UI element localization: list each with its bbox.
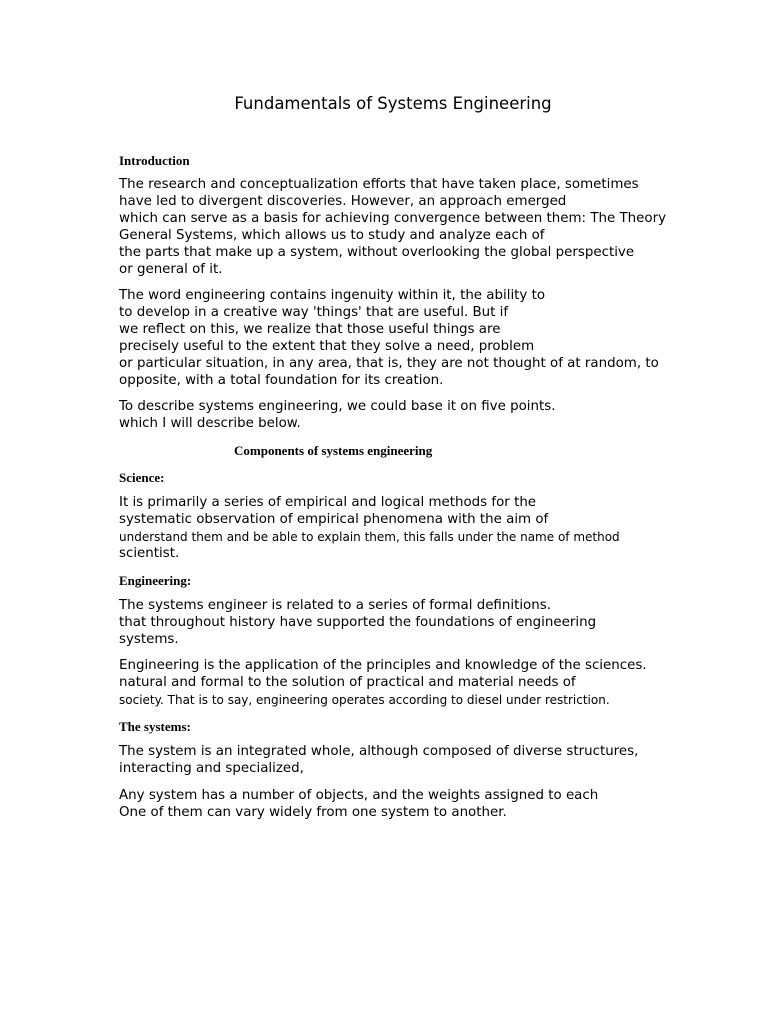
text-line: The system is an integrated whole, although composed of diverse structures,	[119, 744, 639, 759]
text-line: which can serve as a basis for achieving convergence between them: The Theory	[119, 210, 667, 226]
text-line: One of them can vary widely from one system to another.	[119, 804, 507, 820]
document-title: Fundamentals of Systems Engineering	[234, 94, 552, 113]
paragraph-systems-1	[119, 744, 638, 778]
paragraph-intro-1	[119, 177, 666, 278]
text-line: Any system has a number of objects, and the weights assigned to each	[119, 788, 599, 803]
heading-engineering: Engineering:	[119, 573, 192, 588]
text-line: interacting and specialized,	[119, 760, 304, 776]
text-line: natural and formal to the solution of practical and material needs of	[119, 674, 576, 690]
text-line: The systems engineer is related to a series of formal definitions.	[119, 598, 551, 613]
text-line: understand them and be able to explain them, this falls under the name of method	[119, 529, 620, 544]
text-line: General Systems, which allows us to study and analyze each of	[119, 227, 545, 243]
paragraph-intro-3	[119, 399, 555, 433]
text-line: systematic observation of empirical phenomena with the aim of	[119, 511, 549, 527]
text-line: precisely useful to the extent that they solve a need, problem	[119, 338, 535, 354]
heading-components: Components of systems engineering	[234, 443, 433, 458]
text-line: opposite, with a total foundation for its creation.	[119, 372, 444, 388]
heading-systems: The systems:	[119, 719, 191, 734]
text-line: have led to divergent discoveries. However, an approach emerged	[119, 193, 567, 209]
paragraph-intro-2	[119, 288, 659, 389]
paragraph-science	[119, 495, 620, 563]
text-line: which I will describe below.	[119, 415, 301, 431]
paragraph-systems-2	[119, 788, 598, 822]
text-line: or particular situation, in any area, that is, they are not thought of at random, to	[119, 355, 659, 371]
heading-introduction: Introduction	[119, 153, 190, 168]
text-line: the parts that make up a system, without overlooking the global perspective	[119, 244, 635, 260]
text-line: society. That is to say, engineering operates according to diesel under restriction.	[119, 692, 610, 707]
paragraph-engineering-2	[119, 658, 647, 709]
text-line: we reflect on this, we realize that those useful things are	[119, 321, 501, 337]
text-line: to develop in a creative way 'things' that are useful. But if	[119, 304, 509, 320]
text-line: Engineering is the application of the principles and knowledge of the sciences.	[119, 658, 647, 673]
text-line: or general of it.	[119, 261, 223, 277]
text-line: that throughout history have supported the foundations of engineering	[119, 614, 597, 630]
text-line: The research and conceptualization efforts that have taken place, sometimes	[119, 177, 639, 192]
heading-science: Science:	[119, 470, 165, 485]
text-line: It is primarily a series of empirical and logical methods for the	[119, 495, 537, 510]
text-line: To describe systems engineering, we could base it on five points.	[119, 399, 556, 414]
paragraph-engineering-1	[119, 598, 596, 649]
text-line: systems.	[119, 631, 179, 647]
text-line: The word engineering contains ingenuity within it, the ability to	[119, 288, 546, 303]
text-line: scientist.	[119, 545, 180, 561]
